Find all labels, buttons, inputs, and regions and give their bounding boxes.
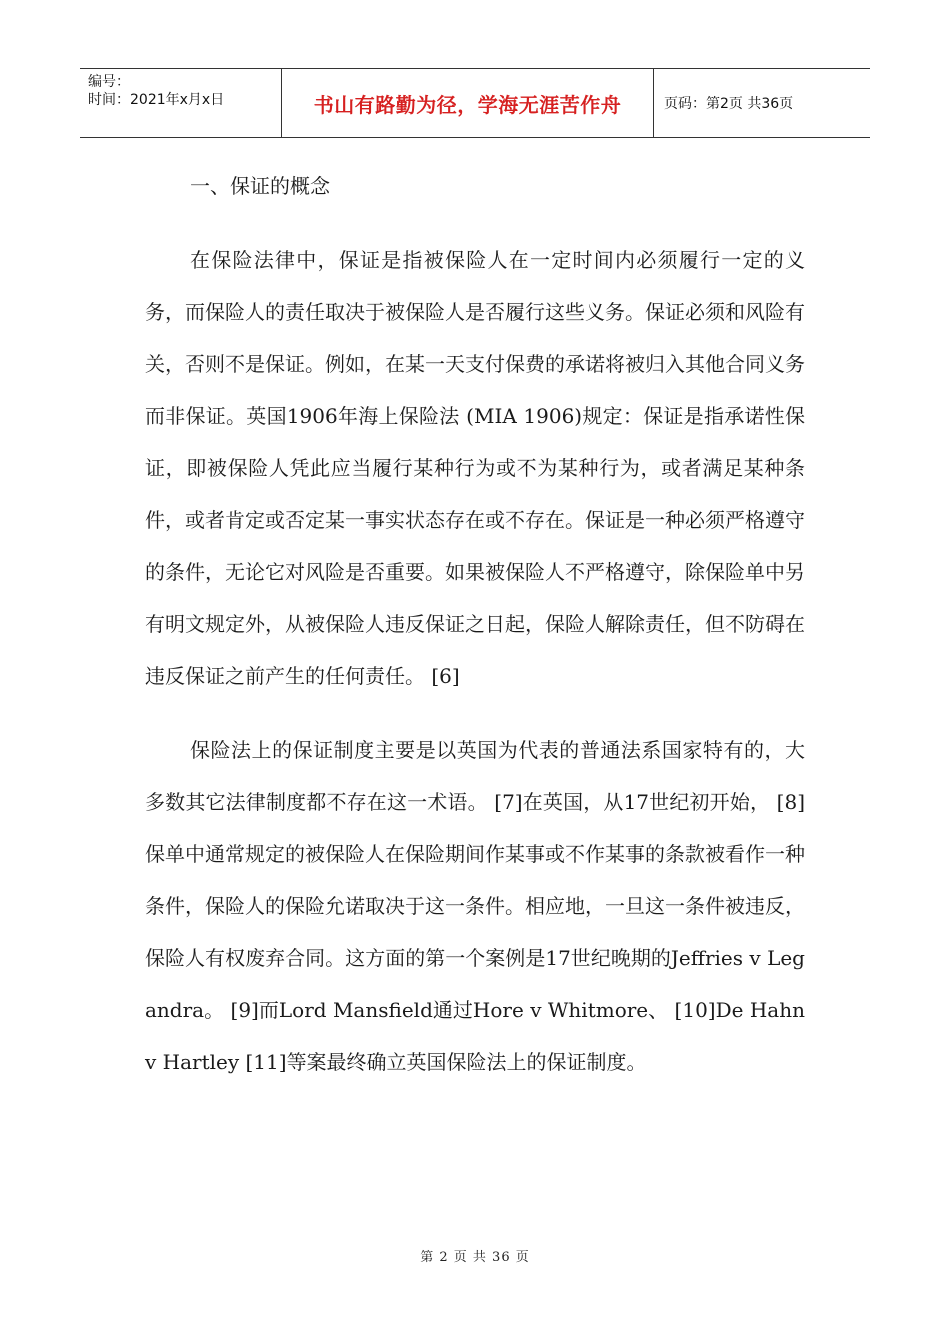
page-footer: 第 2 页 共 36 页 xyxy=(420,1250,530,1265)
document-date: 时间：2021年x月x日 xyxy=(88,92,225,108)
header-page-cell xyxy=(654,69,870,137)
body-paragraph: 在保险法律中，保证是指被保险人在一定时间内必须履行一定的义务，而保险人的责任取决于被保险人是否履行这些义务。保证必须和风险有关，否则不是保证。例如，在某一天支付保费的承诺将被归入其他合同义务而非保证。英国1906年海上保险法 (MIA 1906)规定：保证是指承诺性保证，即被保险人凭此应当履行某种行为或不为某种行为，或者满足某种条件，或者肯定或否定某一事实状态存在或不存在。保证是一种必须严格遵守的条件，无论它对风险是否重要。如果被保险人不严格遵守，除保险单中另有明文规定外，从被保险人违反保证之日起，保险人解除责任，但不防碍在违反保证之前产生的任何责任。 [6] xyxy=(145,248,805,688)
section-heading: 一、保证的概念 xyxy=(190,174,330,198)
header-slogan-cell xyxy=(282,69,654,137)
document-body xyxy=(145,160,805,1110)
document-number-label: 编号： xyxy=(88,74,130,90)
header-page-info: 页码：第2页 共36页 xyxy=(664,96,794,112)
header-slogan: 书山有路勤为径，学海无涯苦作舟 xyxy=(313,92,622,117)
header-table xyxy=(80,68,870,138)
header-meta-cell xyxy=(80,69,282,137)
body-paragraph: 保险法上的保证制度主要是以英国为代表的普通法系国家特有的，大多数其它法律制度都不存在这一术语。 [7]在英国，从17世纪初开始， [8]保单中通常规定的被保险人在保险期间作某事或不作某事的条款被看作一种条件，保险人的保险允诺取决于这一条件。相应地，一旦这一条件被违反，保险人有权废弃合同。这方面的第一个案例是17世纪晚期的Jeffries v Legandra。 [9]而Lord Mansfield通过Hore v Whitmore、 [10]De Hahn v Hartley [11]等案最终确立英国保险法上的保证制度。 xyxy=(145,738,805,1074)
